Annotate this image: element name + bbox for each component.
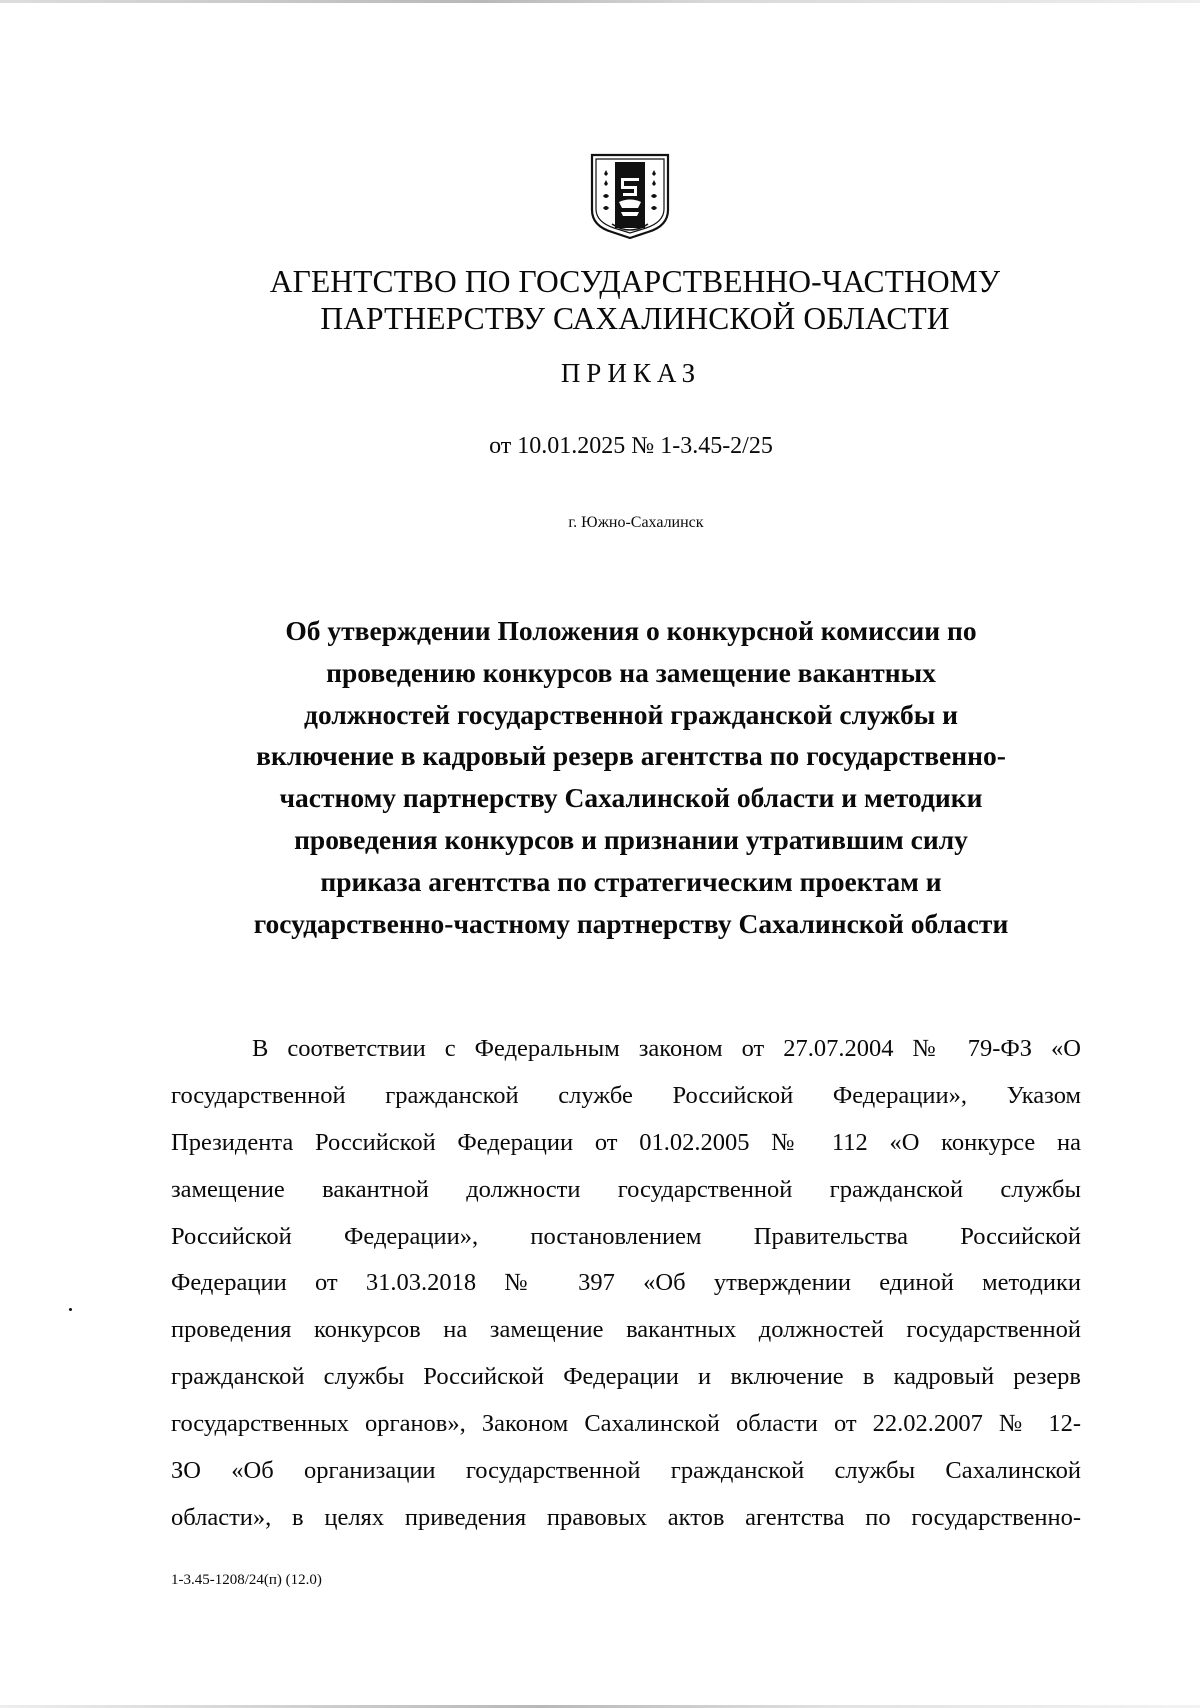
- scan-edge-top: [0, 0, 1200, 3]
- scan-speck: [69, 1308, 72, 1311]
- body-line: государственных органов», Законом Сахалинской области от 22.02.2007 № 12-: [171, 1410, 1081, 1438]
- title-line: должностей государственной гражданской службы и: [304, 698, 958, 730]
- city-of-issue: г. Южно-Сахалинск: [568, 514, 704, 531]
- body-line: Федерации от 31.03.2018 № 397 «Об утверждении единой методики: [171, 1269, 1081, 1297]
- title-line: приказа агентства по стратегическим проектам и: [320, 865, 942, 897]
- body-line: Российской Федерации», постановлением Правительства Российской: [171, 1222, 1081, 1250]
- body-line: области», в целях приведения правовых актов агентства по государственно-: [171, 1503, 1081, 1531]
- title-line: Об утверждении Положения о конкурсной комиссии по: [285, 615, 977, 646]
- title-line: включение в кадровый резерв агентства по государственно-: [256, 740, 1006, 772]
- document-title: [0, 610, 1200, 944]
- body-line: государственной гражданской службе Российской Федерации», Указом: [171, 1081, 1081, 1109]
- document-code: 1-3.45-1208/24(п) (12.0): [171, 1572, 322, 1588]
- body-line: В соответствии с Федеральным законом от 27.07.2004 № 79-ФЗ «О: [252, 1035, 1081, 1062]
- title-line: проведению конкурсов на замещение вакантных: [326, 656, 936, 688]
- body-line: проведения конкурсов на замещение вакантных должностей государственной: [171, 1316, 1081, 1344]
- body-line: Президента Российской Федерации от 01.02.2005 № 112 «О конкурсе на: [171, 1128, 1081, 1156]
- title-line: проведения конкурсов и признании утратившим силу: [294, 823, 968, 855]
- title-line: государственно-частному партнерству Сахалинской области: [253, 907, 1009, 939]
- sakhalin-coat-of-arms-icon: [588, 152, 672, 240]
- agency-name-line-2: ПАРТНЕРСТВУ САХАЛИНСКОЙ ОБЛАСТИ: [320, 301, 950, 336]
- body-paragraph: [171, 1026, 1081, 1542]
- agency-name-line-1: АГЕНТСТВО ПО ГОСУДАРСТВЕННО-ЧАСТНОМУ: [269, 264, 1001, 299]
- order-number: от 10.01.2025 № 1-3.45-2/25: [489, 433, 773, 459]
- body-line: ЗО «Об организации государственной гражданской службы Сахалинской: [171, 1457, 1081, 1485]
- body-line: гражданской службы Российской Федерации и включение в кадровый резерв: [171, 1363, 1081, 1391]
- body-line: замещение вакантной должности государственной гражданской службы: [171, 1175, 1081, 1203]
- title-line: частному партнерству Сахалинской области и методики: [279, 782, 983, 814]
- document-type: ПРИКАЗ: [560, 358, 702, 388]
